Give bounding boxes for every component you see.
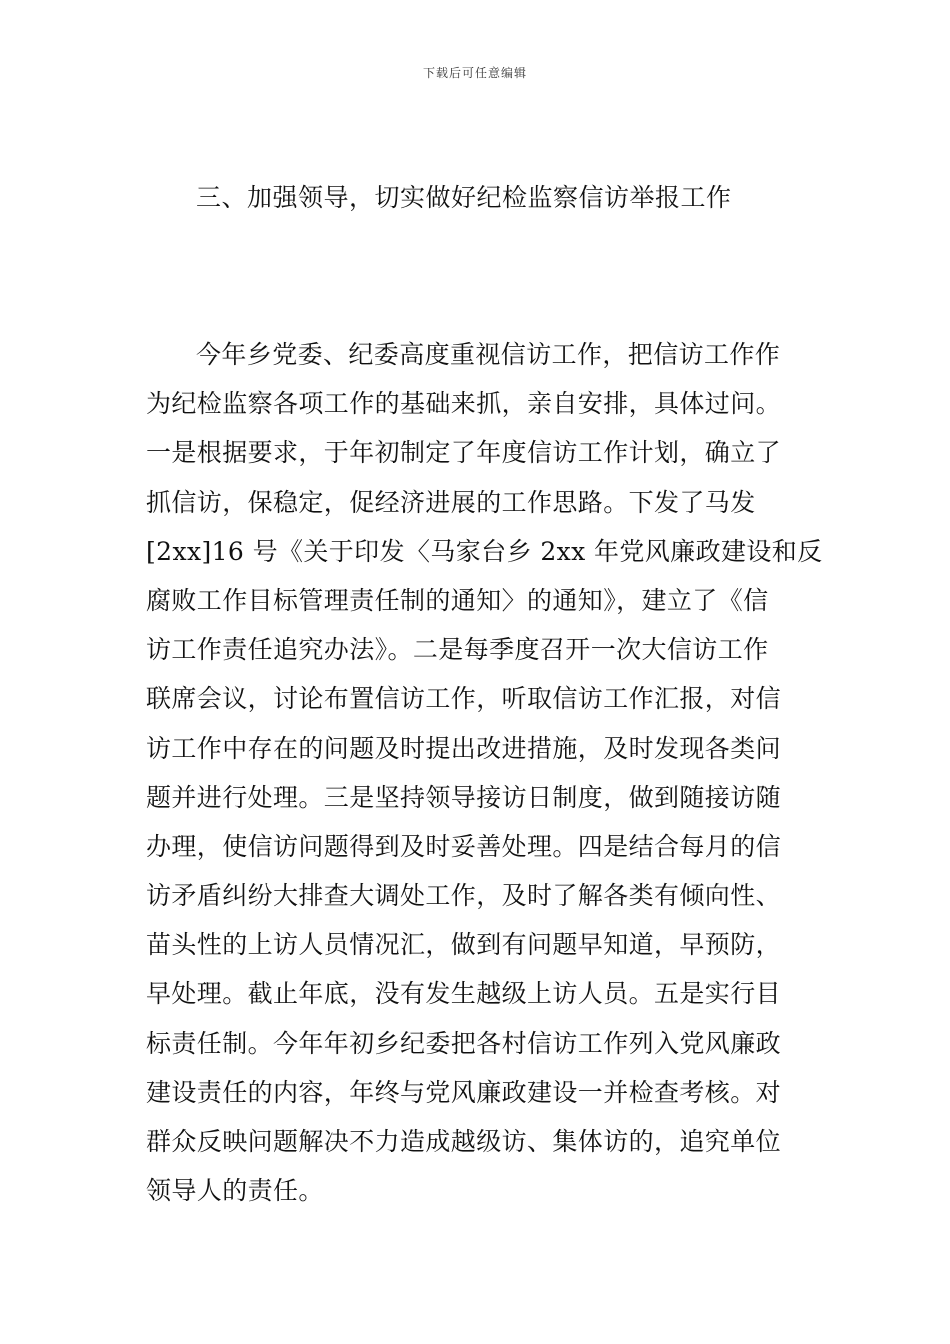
paragraph-line: 办理，使信访问题得到及时妥善处理。四是结合每月的信 xyxy=(146,831,782,861)
paragraph-line: 建设责任的内容，年终与党风廉政建设一并检查考核。对 xyxy=(146,1077,782,1107)
paragraph-line: 腐败工作目标管理责任制的通知〉的通知》，建立了《信 xyxy=(146,585,769,615)
paragraph-line: 领导人的责任。 xyxy=(146,1176,324,1206)
paragraph-line: 苗头性的上访人员情况汇，做到有问题早知道，早预防， xyxy=(146,930,782,960)
paragraph-line: 早处理。截止年底，没有发生越级上访人员。五是实行目 xyxy=(146,979,782,1009)
paragraph-line: 为纪检监察各项工作的基础来抓，亲自安排，具体过问。 xyxy=(146,389,782,419)
paragraph-line: 标责任制。今年年初乡纪委把各村信访工作列入党风廉政 xyxy=(146,1028,782,1058)
paragraph-line: 一是根据要求，于年初制定了年度信访工作计划，确立了 xyxy=(146,438,782,468)
paragraph-line: 访工作中存在的问题及时提出改进措施，及时发现各类问 xyxy=(146,733,782,763)
paragraph-line: 群众反映问题解决不力造成越级访、集体访的，追究单位 xyxy=(146,1127,782,1156)
paragraph-line: [2xx]16 号《关于印发〈马家台乡 2xx 年党风廉政建设和反 xyxy=(146,536,823,566)
paragraph-line: 题并进行处理。三是坚持领导接访日制度，做到随接访随 xyxy=(146,782,782,812)
body-paragraph xyxy=(146,330,823,1215)
paragraph-line: 抓信访，保稳定，促经济进展的工作思路。下发了马发 xyxy=(146,487,756,517)
section-heading: 三、加强领导，切实做好纪检监察信访举报工作 xyxy=(196,183,732,212)
paragraph-line: 今年乡党委、纪委高度重视信访工作，把信访工作作 xyxy=(196,340,781,369)
paragraph-line: 访矛盾纠纷大排查大调处工作，及时了解各类有倾向性、 xyxy=(146,881,782,911)
header-note: 下载后可任意编辑 xyxy=(422,66,527,80)
paragraph-line: 联席会议，讨论布置信访工作，听取信访工作汇报，对信 xyxy=(146,684,782,714)
paragraph-line: 访工作责任追究办法》。二是每季度召开一次大信访工作 xyxy=(146,635,769,665)
